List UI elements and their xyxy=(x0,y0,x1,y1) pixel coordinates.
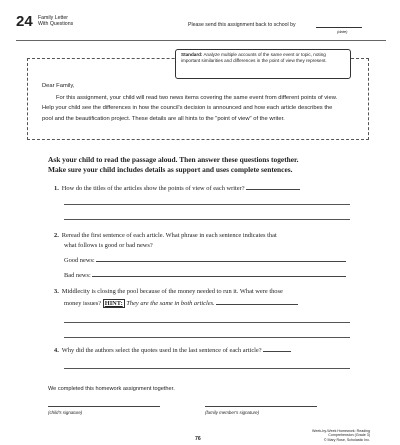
letter-greeting: Dear Family, xyxy=(42,83,75,89)
question-3 xyxy=(54,287,354,309)
answer-3-inline-line[interactable] xyxy=(216,304,298,305)
question-3-number: 3. xyxy=(54,288,59,295)
letter-body: For this assignment, your child will read two news items covering the same event from different points of view. Help your child see the differences in how the council's decision is announced and how each article describes the pool and the beautification project. These details are all hints to the "point of view" of the writer. xyxy=(42,94,338,122)
good-news-label: Good news: xyxy=(64,257,95,264)
date-caption: (date) xyxy=(337,29,348,34)
answer-1-line-2[interactable] xyxy=(64,204,350,205)
standard-text: Analyze multiple accounts of the same event or topic, noting important similarities and differences in the point of view they represent. xyxy=(181,52,327,63)
child-signature-caption: (child's signature) xyxy=(48,410,83,415)
footer-credit xyxy=(300,429,370,442)
family-letter xyxy=(42,81,342,124)
question-3-line1: Middlecity is closing the pool because of the money needed to run it. What were those xyxy=(61,288,283,295)
question-2-number: 2. xyxy=(54,232,59,239)
question-4-text: Why did the authors select the quotes used in the last sentence of each article? xyxy=(61,347,262,354)
header-title-line2: With Questions xyxy=(38,21,74,28)
footer-page-number: 76 xyxy=(195,436,201,442)
family-signature-caption: (family member's signature) xyxy=(205,410,260,415)
answer-3-line-3[interactable] xyxy=(64,337,350,338)
footer-credit-line2: © Mary Rose, Scholastic Inc. xyxy=(323,437,370,442)
instructions xyxy=(48,155,368,175)
question-1-number: 1. xyxy=(54,185,59,192)
instructions-line2: Make sure your child includes details as support and uses complete sentences. xyxy=(48,165,293,174)
good-news-answer-line[interactable] xyxy=(96,261,346,262)
standard-label: Standard: xyxy=(181,52,203,57)
bad-news-row xyxy=(64,271,352,281)
completed-statement: We completed this homework assignment together. xyxy=(48,386,175,392)
due-date-line[interactable] xyxy=(316,27,362,28)
question-2 xyxy=(54,231,354,251)
page-number: 24 xyxy=(16,13,33,30)
answer-4-line-2[interactable] xyxy=(64,368,350,369)
bad-news-label: Bad news: xyxy=(64,272,91,279)
header-divider xyxy=(16,40,386,41)
good-news-row xyxy=(64,256,352,266)
answer-1-line-3[interactable] xyxy=(64,219,350,220)
child-signature-line[interactable] xyxy=(48,406,160,407)
family-signature-line[interactable] xyxy=(205,406,317,407)
standard-box xyxy=(175,49,351,79)
question-4-number: 4. xyxy=(54,347,59,354)
header-title-line1: Family Letter xyxy=(38,15,68,21)
hint-label: HINT: xyxy=(104,300,123,307)
answer-1-inline-line[interactable] xyxy=(246,189,300,190)
footer-credit-line1: Week-by-Week Homework: Reading Comprehension (Grade 3) xyxy=(312,429,370,438)
instructions-line1: Ask your child to read the passage aloud. Then answer these questions together. xyxy=(48,155,299,164)
send-back-text: Please send this assignment back to school by xyxy=(188,22,296,28)
header-title xyxy=(38,15,73,27)
question-1-text: How do the titles of the articles show the points of view of each writer? xyxy=(61,185,245,192)
answer-4-inline-line[interactable] xyxy=(263,351,291,352)
bad-news-answer-line[interactable] xyxy=(92,276,346,277)
question-1 xyxy=(54,184,354,194)
hint-text: They are the same in both articles. xyxy=(126,300,215,307)
question-2-line1: Reread the first sentence of each article. What phrase in each sentence indicates that xyxy=(61,232,277,239)
page-header xyxy=(16,14,386,40)
question-3-line2: money issues? xyxy=(64,300,102,307)
question-4 xyxy=(54,346,354,356)
question-2-line2: what follows is good or bad news? xyxy=(64,242,153,249)
answer-3-line-2[interactable] xyxy=(64,322,350,323)
